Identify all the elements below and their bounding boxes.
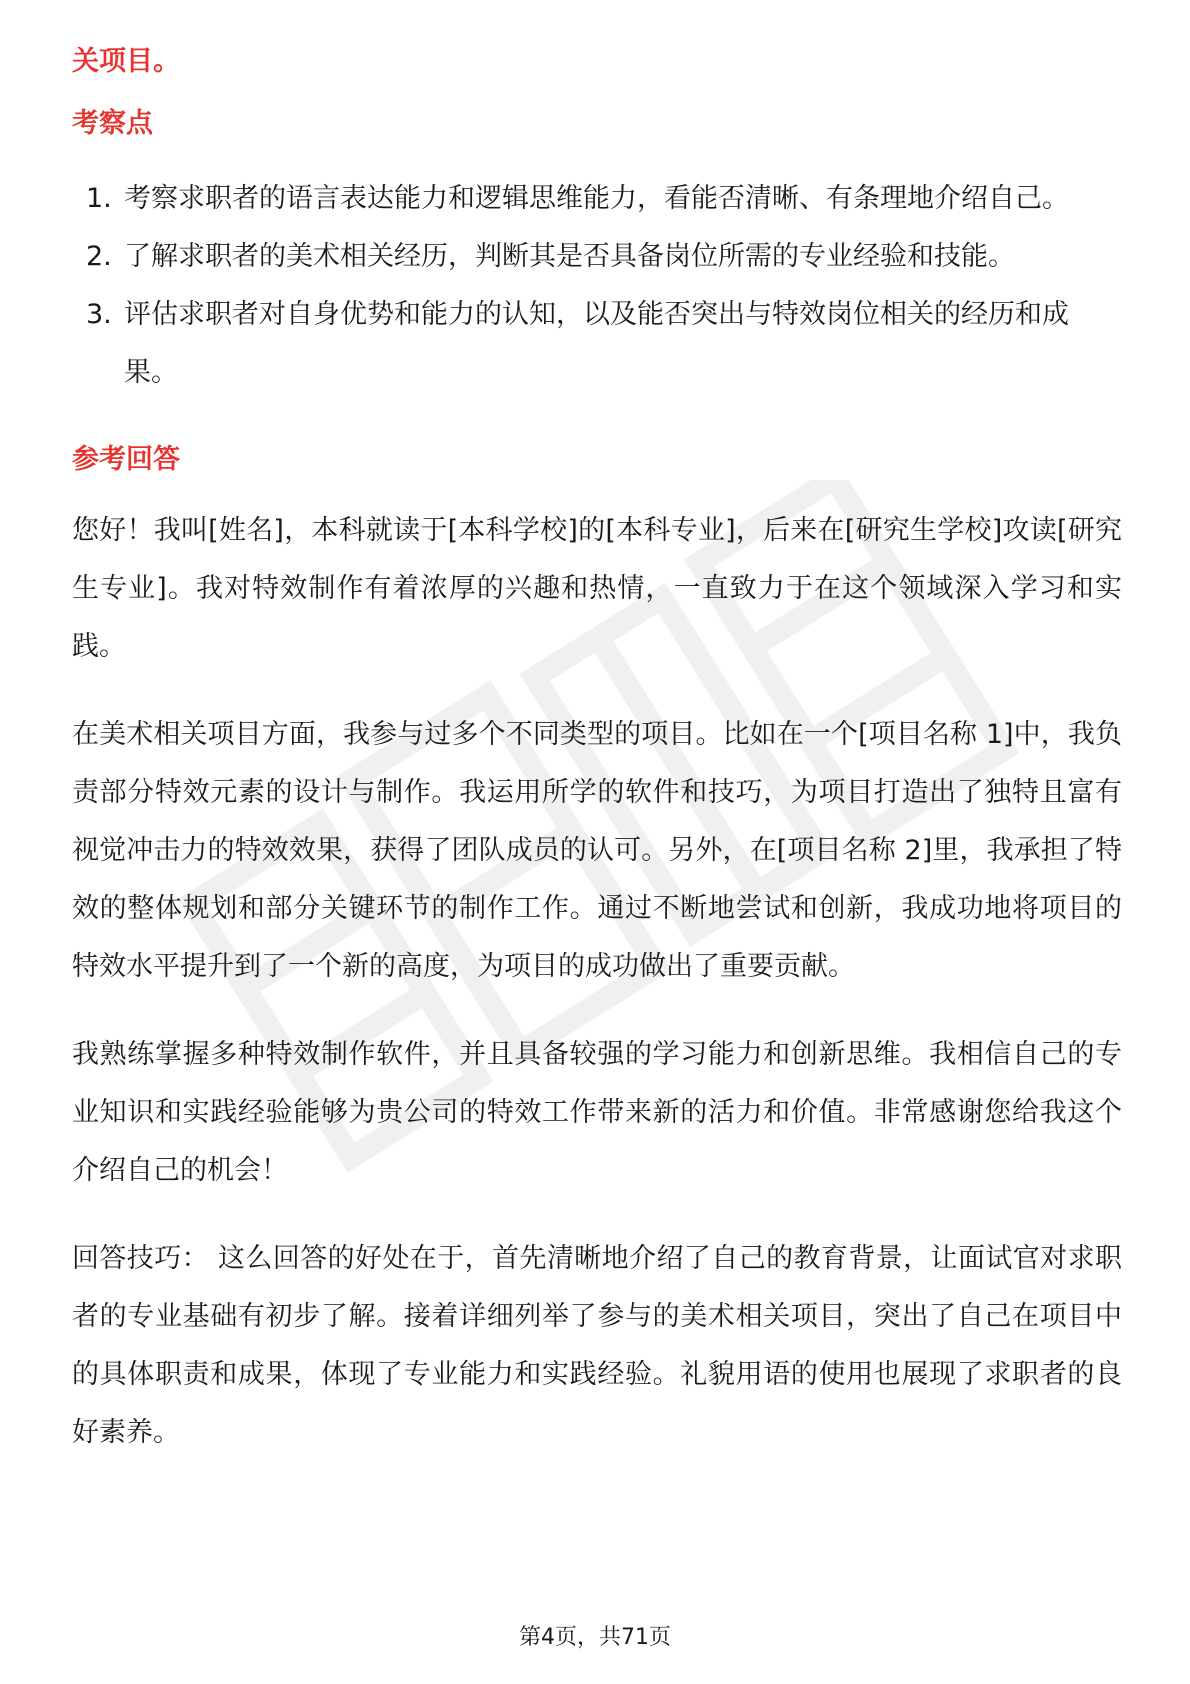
assessment-item [72, 286, 1122, 402]
assessment-item-text: 了解求职者的美术相关经历，判断其是否具备岗位所需的专业经验和技能。 [124, 241, 1015, 272]
page-number: 第4页，共71页 [519, 1625, 671, 1650]
assessment-item-number: 1. [86, 183, 112, 214]
answer-paragraph-skills: 我熟练掌握多种特效制作软件，并且具备较强的学习能力和创新思维。我相信自己的专业知识和实践经验能够为贵公司的特效工作带来新的活力和价值。非常感谢您给我这个介绍自己的机会！ [72, 1039, 1122, 1186]
continued-text: 关项目。 [72, 46, 180, 77]
assessment-heading: 考察点 [72, 108, 153, 139]
answer-heading: 参考回答 [72, 444, 180, 475]
assessment-item-number: 2. [86, 241, 112, 272]
assessment-item-text: 考察求职者的语言表达能力和逻辑思维能力，看能否清晰、有条理地介绍自己。 [124, 183, 1069, 214]
assessment-list [72, 170, 1122, 402]
assessment-item [72, 228, 1122, 286]
document-content [72, 42, 1122, 1462]
answer-paragraph-intro: 您好！我叫[姓名]，本科就读于[本科学校]的[本科专业]，后来在[研究生学校]攻读[研究生专业]。我对特效制作有着浓厚的兴趣和热情，一直致力于在这个领域深入学习和实践。 [72, 515, 1122, 662]
answer-paragraph-projects: 在美术相关项目方面，我参与过多个不同类型的项目。比如在一个[项目名称 1]中，我负责部分特效元素的设计与制作。我运用所学的软件和技巧，为项目打造出了独特且富有视觉冲击力的特效效果，获得了团队成员的认可。另外，在[项目名称 2]里，我承担了特效的整体规划和部分关键环节的制作工作。通过不断地尝试和创新，我成功地将项目的特效水平提升到了一个新的高度，为项目的成功做出了重要贡献。 [72, 719, 1122, 982]
assessment-item [72, 170, 1122, 228]
assessment-item-text: 评估求职者对自身优势和能力的认知，以及能否突出与特效岗位相关的经历和成果。 [124, 299, 1069, 388]
answer-paragraph-tips: 回答技巧： 这么回答的好处在于，首先清晰地介绍了自己的教育背景，让面试官对求职者的专业基础有初步了解。接着详细列举了参与的美术相关项目，突出了自己在项目中的具体职责和成果，体现了专业能力和实践经验。礼貌用语的使用也展现了求职者的良好素养。 [72, 1243, 1122, 1448]
assessment-item-number: 3. [86, 299, 112, 330]
